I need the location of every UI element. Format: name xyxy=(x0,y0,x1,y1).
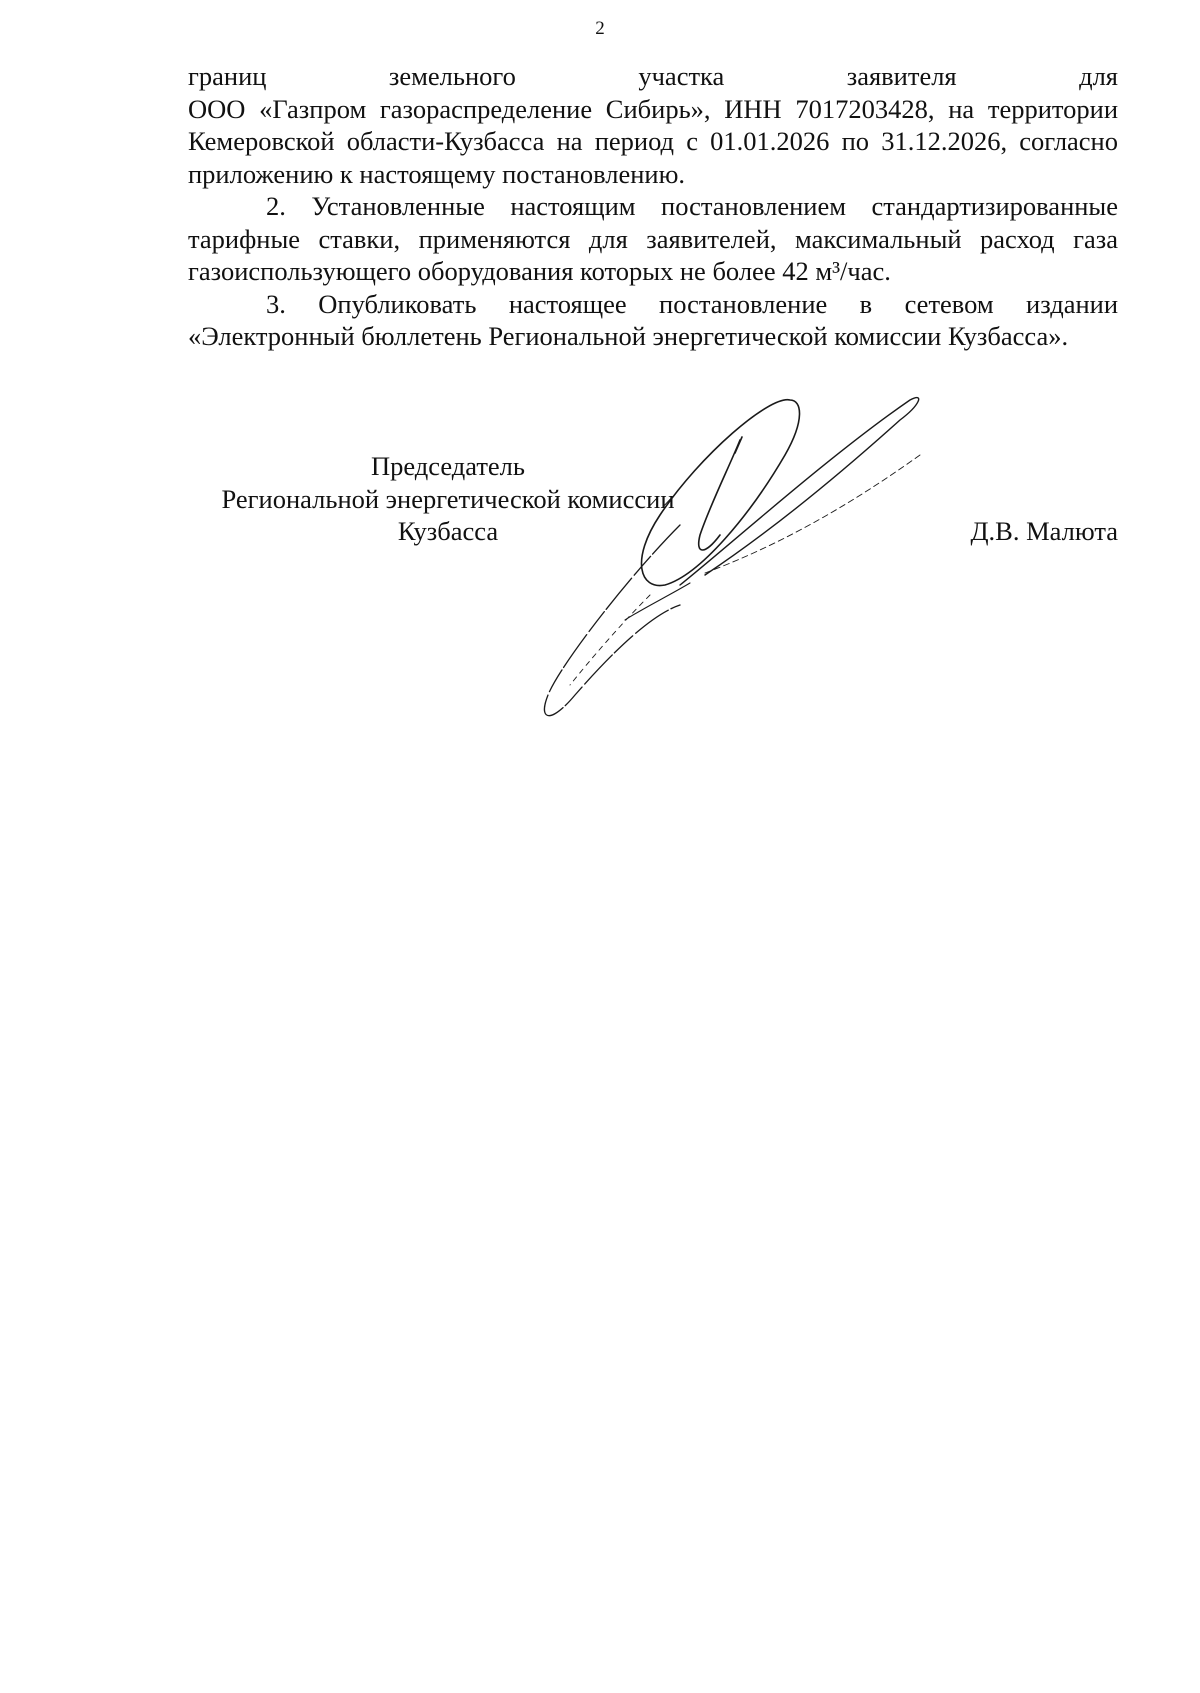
signer-name: Д.В. Малюта xyxy=(970,516,1118,546)
paragraph-3: 3. Опубликовать настоящее постановление в сетевом издании «Электронный бюллетень Региональной энергетической комиссии Кузбасса». xyxy=(188,288,1118,351)
paragraph-1-continuation: ООО «Газпром газораспределение Сибирь», ИНН 7017203428, на территории Кемеровской области-Кузбасса на период с 01.01.2026 по 31.12.2026, согласно приложению к настоящему постановлению. xyxy=(188,93,1118,189)
paragraph-2: 2. Установленные настоящим постановлением стандартизированные тарифные ставки, применяются для заявителей, максимальный расход газа газоиспользующего оборудования которых не более 42 м³/час. xyxy=(188,191,1118,286)
document-body xyxy=(188,60,1118,353)
signatory-title-line-3: Кузбасса xyxy=(397,516,499,546)
handwritten-signature-icon xyxy=(530,395,1010,775)
paragraph-1-line-1: границ земельного участка заявителя для xyxy=(188,61,1118,91)
signatory-title-line-1: Председатель xyxy=(371,451,525,481)
signatory-title-line-2: Региональной энергетической комиссии xyxy=(221,483,675,514)
page-number: 2 xyxy=(595,18,605,39)
